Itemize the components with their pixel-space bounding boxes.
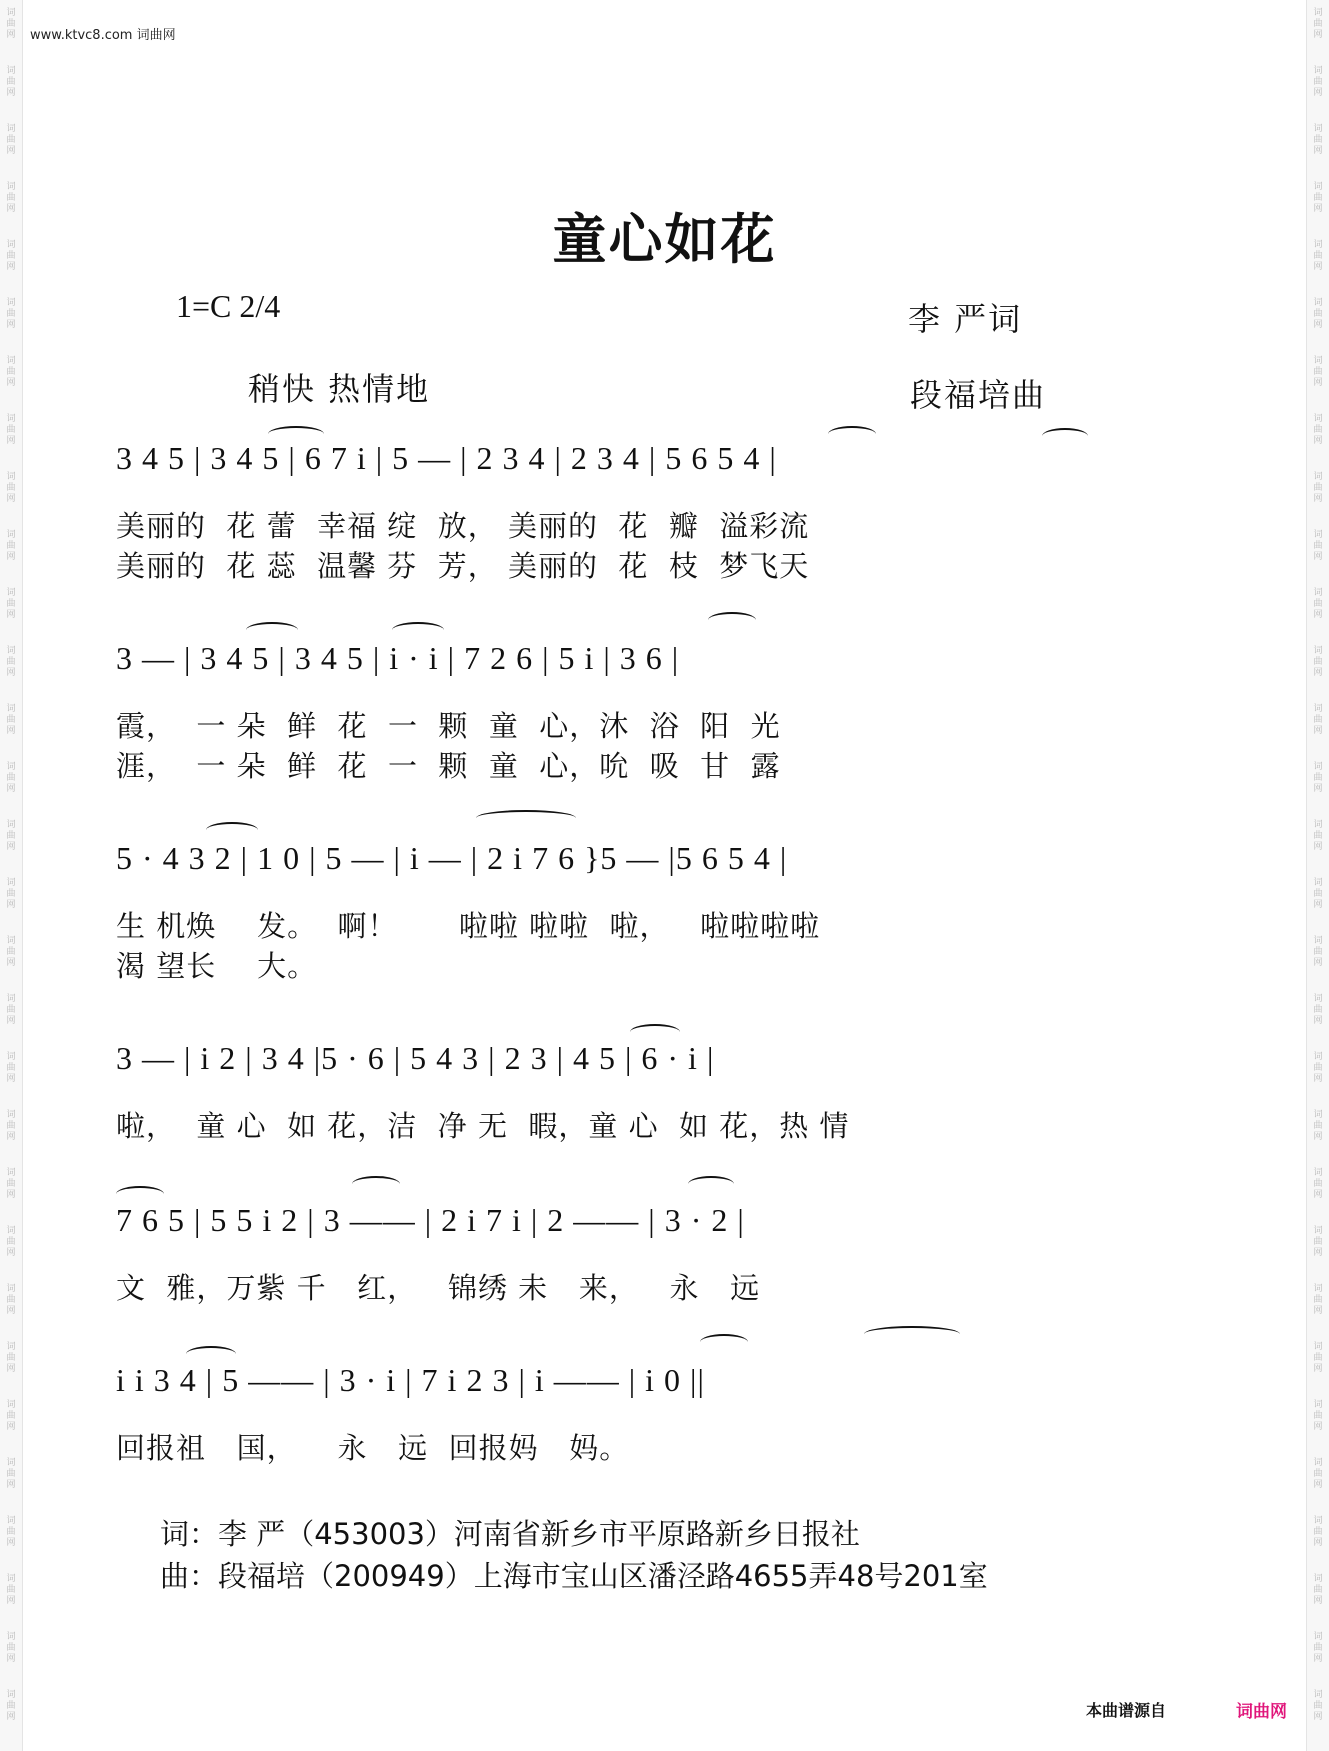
lyric-row-3-verse-1: 生 机焕 发。 啊！ 啦啦 啦啦 啦， 啦啦啦啦 bbox=[116, 909, 821, 943]
side-watermark-text: 词曲网 bbox=[1313, 646, 1323, 678]
notation-row-3: 5 · 4 3 2 | 1 0 | 5 — | i — | 2 i 7 6 }5 — |5 6 5 4 | bbox=[116, 840, 788, 876]
slur-mark bbox=[708, 612, 756, 628]
side-watermark-text: 词曲网 bbox=[1313, 1458, 1323, 1490]
slur-mark bbox=[186, 1346, 236, 1362]
side-watermark-text: 词曲网 bbox=[6, 1458, 16, 1490]
slur-mark bbox=[828, 426, 876, 442]
side-watermark-text: 词曲网 bbox=[6, 1632, 16, 1664]
side-watermark-text: 词曲网 bbox=[6, 182, 16, 214]
side-watermark-text: 词曲网 bbox=[1313, 1168, 1323, 1200]
side-watermark-text: 词曲网 bbox=[1313, 240, 1323, 272]
side-watermark-text: 词曲网 bbox=[1313, 1632, 1323, 1664]
side-watermark-text: 词曲网 bbox=[1313, 1052, 1323, 1084]
notation-row-1: 3 4 5 | 3 4 5 | 6 7 i | 5 — | 2 3 4 | 2 3 4 | 5 6 5 4 | bbox=[116, 440, 777, 476]
side-watermark-text: 词曲网 bbox=[6, 414, 16, 446]
song-title: 童心如花 bbox=[552, 208, 777, 271]
key-time-signature: 1=C 2/4 bbox=[176, 288, 281, 324]
side-watermark-text: 词曲网 bbox=[6, 8, 16, 40]
side-watermark-text: 词曲网 bbox=[6, 1110, 16, 1142]
footer-brand-link[interactable]: 词曲网 bbox=[1236, 1702, 1287, 1722]
side-watermark-text: 词曲网 bbox=[1313, 1400, 1323, 1432]
slur-mark bbox=[630, 1024, 680, 1040]
side-watermark-text: 词曲网 bbox=[1313, 994, 1323, 1026]
slur-mark bbox=[700, 1334, 748, 1350]
site-url[interactable]: www.ktvc8.com bbox=[30, 28, 133, 43]
slur-mark bbox=[688, 1176, 734, 1192]
side-watermark-text: 词曲网 bbox=[6, 762, 16, 794]
side-watermark-text: 词曲网 bbox=[1313, 124, 1323, 156]
lyric-row-1-verse-2: 美丽的 花 蕊 温馨 芬 芳， 美丽的 花 枝 梦飞天 bbox=[116, 549, 810, 583]
footer-source-label: 本曲谱源自 bbox=[1086, 1701, 1167, 1720]
lyricist-credit: 李 严词 bbox=[908, 300, 1023, 338]
side-watermark-text: 词曲网 bbox=[1313, 298, 1323, 330]
side-watermark-text: 词曲网 bbox=[1313, 588, 1323, 620]
composer-credit: 段福培曲 bbox=[910, 376, 1047, 414]
site-url-watermark[interactable] bbox=[30, 24, 176, 43]
side-watermark-text: 词曲网 bbox=[6, 1284, 16, 1316]
lyric-row-4: 啦， 童 心 如 花，洁 净 无 暇，童 心 如 花，热 情 bbox=[116, 1109, 850, 1143]
side-watermark-text: 词曲网 bbox=[1313, 704, 1323, 736]
notation-row-2: 3 — | 3 4 5 | 3 4 5 | i · i | 7 2 6 | 5 i | 3 6 | bbox=[116, 640, 680, 676]
slur-mark bbox=[1042, 428, 1088, 444]
side-watermark-text: 词曲网 bbox=[1313, 1226, 1323, 1258]
side-watermark-text: 词曲网 bbox=[6, 1516, 16, 1548]
side-watermark-text: 词曲网 bbox=[6, 1400, 16, 1432]
side-watermark-text: 词曲网 bbox=[6, 1574, 16, 1606]
side-watermark-text: 词曲网 bbox=[6, 240, 16, 272]
side-watermark-text: 词曲网 bbox=[1313, 182, 1323, 214]
side-watermark-text: 词曲网 bbox=[6, 298, 16, 330]
side-watermark-text: 词曲网 bbox=[6, 356, 16, 388]
side-watermark-text: 词曲网 bbox=[1313, 1690, 1323, 1722]
side-watermark-text: 词曲网 bbox=[6, 124, 16, 156]
side-watermark-text: 词曲网 bbox=[6, 994, 16, 1026]
side-watermark-text: 词曲网 bbox=[1313, 878, 1323, 910]
lyric-row-3-verse-2: 渴 望长 大。 bbox=[116, 949, 318, 983]
slur-mark bbox=[246, 622, 298, 638]
side-watermark-text: 词曲网 bbox=[6, 588, 16, 620]
side-watermark-text: 词曲网 bbox=[1313, 1574, 1323, 1606]
side-watermark-text: 词曲网 bbox=[1313, 66, 1323, 98]
side-watermark-text: 词曲网 bbox=[6, 936, 16, 968]
side-watermark-text: 词曲网 bbox=[1313, 1110, 1323, 1142]
site-name: 词曲网 bbox=[136, 28, 176, 43]
side-watermark-text: 词曲网 bbox=[1313, 414, 1323, 446]
slur-mark bbox=[864, 1326, 960, 1342]
slur-mark bbox=[116, 1186, 164, 1202]
tempo-marking: 稍快 热情地 bbox=[248, 370, 431, 408]
side-watermark-text: 词曲网 bbox=[1313, 356, 1323, 388]
side-watermark-text: 词曲网 bbox=[1313, 472, 1323, 504]
notation-row-6: i i 3 4 | 5 —— | 3 · i | 7 i 2 3 | i —— | i 0 || bbox=[116, 1362, 705, 1398]
lyric-row-2-verse-2: 涯， 一 朵 鲜 花 一 颗 童 心，吮 吸 甘 露 bbox=[116, 749, 781, 783]
side-watermark-text: 词曲网 bbox=[1313, 1516, 1323, 1548]
side-watermark-text: 词曲网 bbox=[1313, 820, 1323, 852]
lyricist-contact: 词：李 严（453003）河南省新乡市平原路新乡日报社 bbox=[160, 1517, 860, 1551]
slur-mark bbox=[206, 822, 258, 838]
side-watermark-text: 词曲网 bbox=[1313, 530, 1323, 562]
side-watermark-text: 词曲网 bbox=[1313, 1342, 1323, 1374]
side-watermark-text: 词曲网 bbox=[1313, 1284, 1323, 1316]
slur-mark bbox=[476, 810, 576, 826]
slur-mark bbox=[392, 622, 444, 638]
side-watermark-text: 词曲网 bbox=[1313, 936, 1323, 968]
side-watermark-text: 词曲网 bbox=[6, 472, 16, 504]
lyric-row-5: 文 雅，万紫 千 红， 锦绣 未 来， 永 远 bbox=[116, 1271, 761, 1305]
side-watermark-text: 词曲网 bbox=[1313, 762, 1323, 794]
side-watermark-text: 词曲网 bbox=[6, 1690, 16, 1722]
side-watermark-text: 词曲网 bbox=[6, 1052, 16, 1084]
side-watermark-text: 词曲网 bbox=[6, 820, 16, 852]
side-watermark-text: 词曲网 bbox=[6, 1342, 16, 1374]
side-watermark-text: 词曲网 bbox=[6, 1168, 16, 1200]
lyric-row-1-verse-1: 美丽的 花 蕾 幸福 绽 放， 美丽的 花 瓣 溢彩流 bbox=[116, 509, 810, 543]
notation-row-4: 3 — | i 2 | 3 4 |5 · 6 | 5 4 3 | 2 3 | 4 5 | 6 · i | bbox=[116, 1040, 715, 1076]
side-watermark-text: 词曲网 bbox=[6, 646, 16, 678]
side-watermark-text: 词曲网 bbox=[1313, 8, 1323, 40]
slur-mark bbox=[352, 1176, 400, 1192]
composer-contact: 曲：段福培（200949）上海市宝山区潘泾路4655弄48号201室 bbox=[160, 1559, 988, 1593]
slur-mark bbox=[268, 426, 324, 442]
side-watermark-text: 词曲网 bbox=[6, 66, 16, 98]
lyric-row-6: 回报祖 国， 永 远 回报妈 妈。 bbox=[116, 1431, 630, 1465]
side-watermark-text: 词曲网 bbox=[6, 1226, 16, 1258]
side-watermark-text: 词曲网 bbox=[6, 704, 16, 736]
side-watermark-text: 词曲网 bbox=[6, 530, 16, 562]
notation-row-5: 7 6 5 | 5 5 i 2 | 3 —— | 2 i 7 i | 2 —— | 3 · 2 | bbox=[116, 1202, 745, 1238]
side-watermark-text: 词曲网 bbox=[6, 878, 16, 910]
lyric-row-2-verse-1: 霞， 一 朵 鲜 花 一 颗 童 心，沐 浴 阳 光 bbox=[116, 709, 781, 743]
